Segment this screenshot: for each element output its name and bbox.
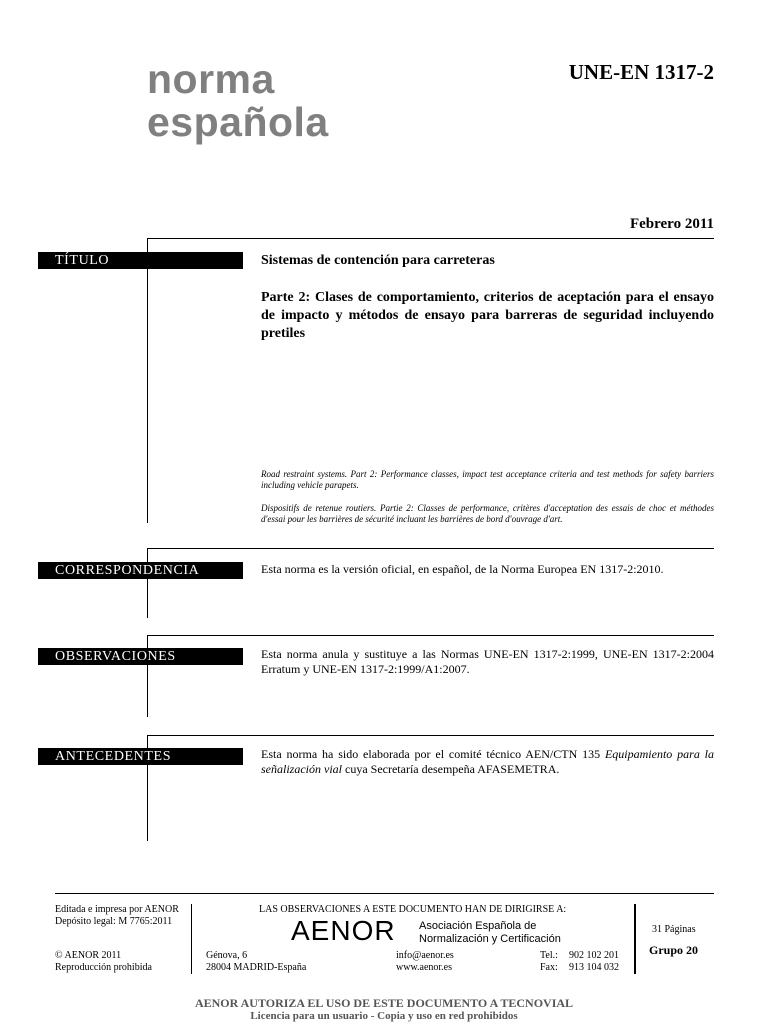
page-count: 31 Páginas [652,924,696,935]
observaciones-text: Esta norma anula y sustituye a las Normas UNE-EN 1317-2:1999, UNE-EN 1317-2:2004 Erratum y UNE-EN 1317-2:1999/A1:2007. [261,647,714,676]
brand-title [147,58,329,144]
footer-divider-left [191,904,192,974]
titulo-label: TÍTULO [38,252,243,269]
observaciones-label: OBSERVACIONES [38,648,243,665]
observaciones-top-rule [147,635,714,636]
standard-code: UNE-EN 1317-2 [568,60,714,84]
license-restriction: Licencia para un usuario - Copia y uso en red prohibidos [250,1010,518,1022]
title-english: Road restraint systems. Part 2: Performance classes, impact test acceptance criteria and test methods for safety barriers including vehicle parapets. [261,469,714,490]
title-main: Sistemas de contención para carreteras [261,253,495,268]
correspondencia-text: Esta norma es la versión oficial, en español, de la Norma Europea EN 1317-2:2010. [261,562,664,576]
antecedentes-label: ANTECEDENTES [38,748,243,765]
price-group: Grupo 20 [649,943,699,957]
title-part: Parte 2: Clases de comportamiento, criterios de aceptación para el ensayo de impacto y métodos de ensayo para barreras de seguridad incluyendo pretiles [261,290,714,341]
address-line2: 28004 MADRID-España [206,962,307,973]
aenor-logo: AENOR [291,915,396,946]
fax-number: 913 104 032 [569,962,619,973]
antecedentes-text-after: cuya Secretaría desempeña AFASEMETRA. [342,762,560,776]
correspondencia-top-rule [147,548,714,549]
address-line1: Génova, 6 [206,950,248,961]
tel-number: 902 102 201 [569,950,619,961]
web-link[interactable]: www.aenor.es [396,962,453,973]
edited-by: Editada e impresa por AENOR [55,904,179,915]
titulo-top-rule [147,238,714,239]
footer-divider-right [634,904,636,974]
aenor-org-line2: Normalización y Certificación [419,933,561,945]
license-notice: AENOR AUTORIZA EL USO DE ESTE DOCUMENTO A TECNOVIAL [194,996,574,1010]
title-french: Dispositifs de retenue routiers. Partie 2: Classes de performance, critères d'acceptation des essais de choc et méthodes d'essai pour les barrières de sécurité incluant les barrières de bord d'ouvrage d'art. [261,503,714,524]
legal-deposit: Depósito legal: M 7765:2011 [55,916,173,927]
fax-label: Fax: [540,962,558,973]
brand-line2: española [147,99,329,145]
antecedentes-top-rule [147,735,714,736]
titulo-vertical-rule [147,238,148,523]
reproduction-notice: Reproducción prohibida [55,962,152,973]
antecedentes-text [261,747,714,777]
footer-top-rule [55,893,714,894]
brand-line1: norma [147,56,275,102]
correspondencia-label: CORRESPONDENCIA [38,562,243,579]
aenor-org-line1: Asociación Española de [419,920,537,932]
publication-date: Febrero 2011 [629,216,714,232]
antecedentes-text-before: Esta norma ha sido elaborada por el comité técnico AEN/CTN 135 [261,747,605,761]
tel-label: Tel.: [540,950,558,961]
aenor-org-name [419,920,561,946]
correspondencia-vertical-rule [147,548,148,618]
email-link[interactable]: info@aenor.es [396,950,454,961]
observations-note: LAS OBSERVACIONES A ESTE DOCUMENTO HAN DE DIRIGIRSE A: [259,904,567,915]
copyright: © AENOR 2011 [55,950,122,961]
antecedentes-committee-name: Equipamiento para la señalización vial [261,747,715,776]
